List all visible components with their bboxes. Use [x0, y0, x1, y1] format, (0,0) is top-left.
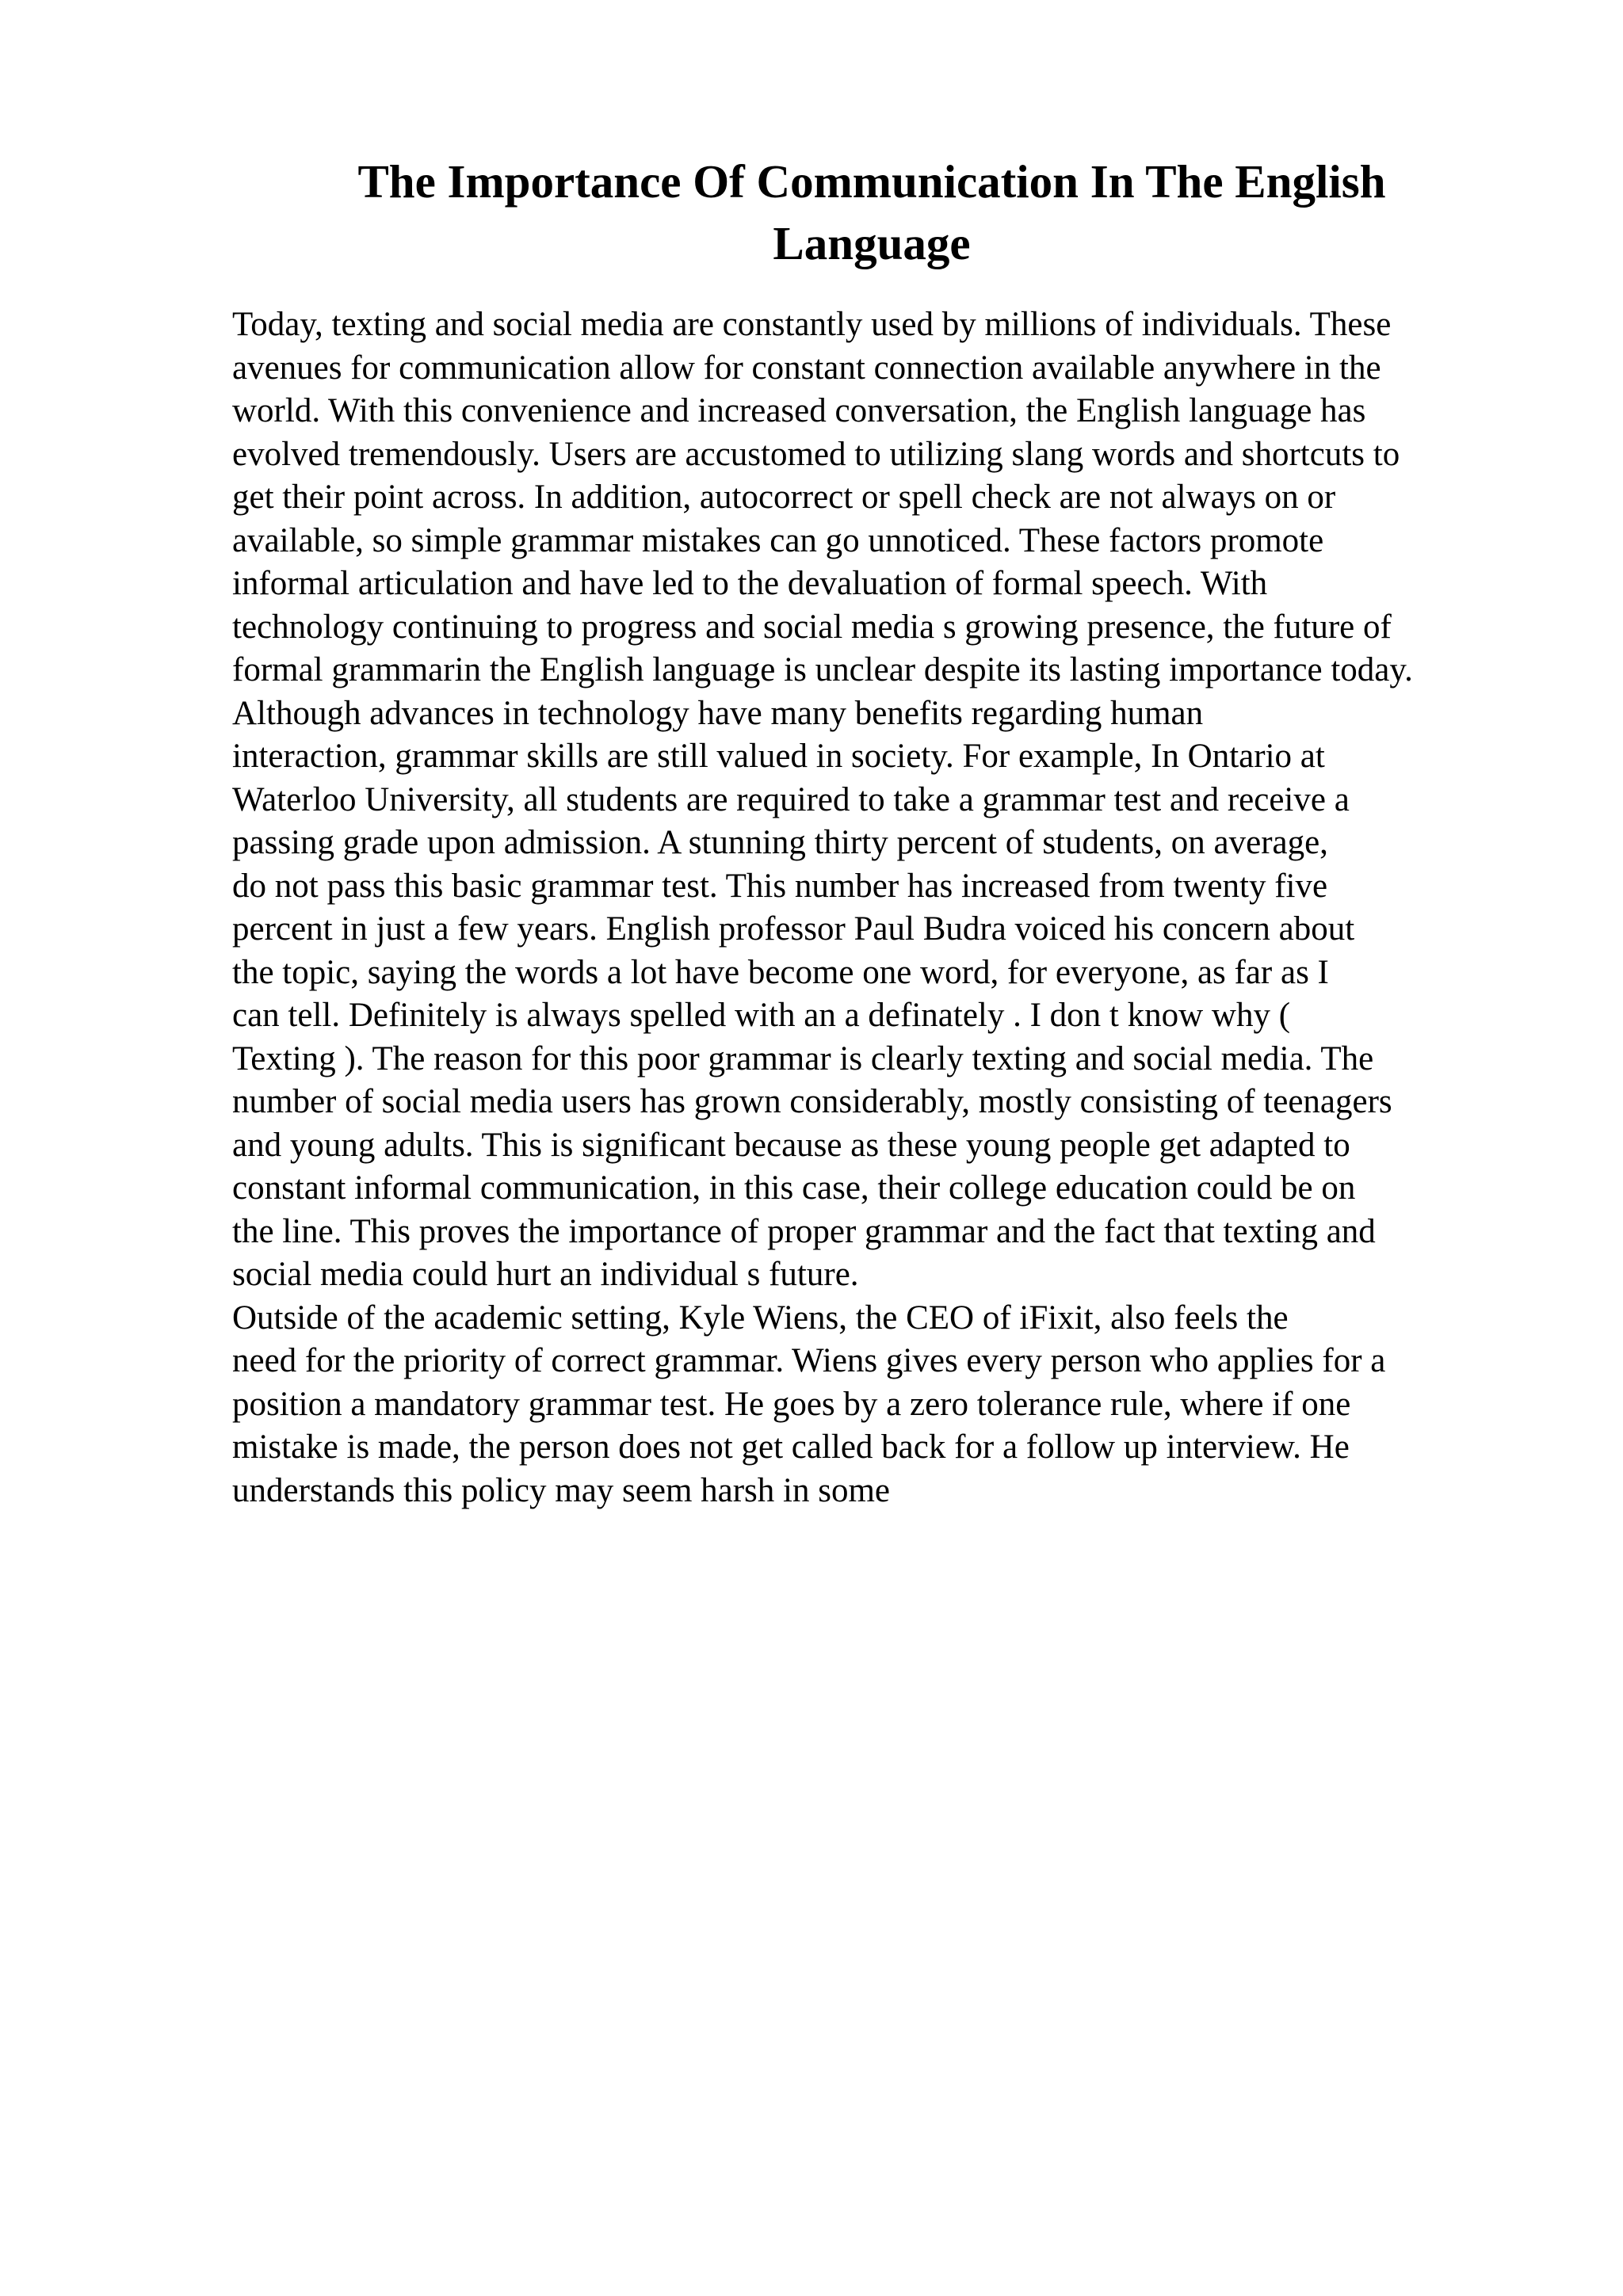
- body-line: the line. This proves the importance of proper grammar and the fact that texting and: [232, 1212, 1376, 1250]
- body-line: technology continuing to progress and social media s growing presence, the future of: [232, 608, 1392, 646]
- title-line: The Importance Of Communication In The English: [357, 155, 1386, 208]
- body-line: need for the priority of correct grammar. Wiens gives every person who applies for a: [232, 1342, 1386, 1379]
- body-line: Waterloo University, all students are required to take a grammar test and receive a: [232, 780, 1350, 818]
- body-line: mistake is made, the person does not get called back for a follow up interview. He: [232, 1428, 1350, 1466]
- body-line: informal articulation and have led to the devaluation of formal speech. With: [232, 565, 1268, 602]
- body-line: position a mandatory grammar test. He goes by a zero tolerance rule, where if one: [232, 1385, 1351, 1423]
- body-line: Texting ). The reason for this poor grammar is clearly texting and social media. The: [232, 1039, 1374, 1077]
- body-line: number of social media users has grown considerably, mostly consisting of teenagers: [232, 1083, 1392, 1120]
- body-line: constant informal communication, in this case, their college education could be on: [232, 1169, 1356, 1207]
- body-line: available, so simple grammar mistakes can go unnoticed. These factors promote: [232, 521, 1324, 559]
- body-line: and young adults. This is significant because as these young people get adapted to: [232, 1126, 1350, 1164]
- body-line: do not pass this basic grammar test. This number has increased from twenty five: [232, 867, 1328, 905]
- body-line: formal grammarin the English language is unclear despite its lasting importance today.: [232, 651, 1413, 688]
- body-line: social media could hurt an individual s future.: [232, 1256, 859, 1293]
- body-line: passing grade upon admission. A stunning thirty percent of students, on average,: [232, 824, 1328, 861]
- title-line: Language: [773, 217, 971, 269]
- body-line: can tell. Definitely is always spelled with an a definately . I don t know why (: [232, 997, 1291, 1034]
- body-line: world. With this convenience and increased conversation, the English language has: [232, 392, 1366, 429]
- body-line: Outside of the academic setting, Kyle Wiens, the CEO of iFixit, also feels the: [232, 1299, 1289, 1337]
- body-line: Today, texting and social media are constantly used by millions of individuals. These: [232, 306, 1392, 343]
- body-line: the topic, saying the words a lot have become one word, for everyone, as far as I: [232, 953, 1329, 991]
- body-line: evolved tremendously. Users are accustomed to utilizing slang words and shortcuts to: [232, 435, 1400, 473]
- body-line: avenues for communication allow for constant connection available anywhere in the: [232, 349, 1381, 387]
- document-body: [232, 303, 1532, 1512]
- body-line: understands this policy may seem harsh in some: [232, 1471, 890, 1509]
- body-line: interaction, grammar skills are still valued in society. For example, In Ontario at: [232, 738, 1325, 775]
- body-line: percent in just a few years. English professor Paul Budra voiced his concern about: [232, 910, 1355, 948]
- body-line: Although advances in technology have many benefits regarding human: [232, 694, 1204, 732]
- body-line: get their point across. In addition, autocorrect or spell check are not always on or: [232, 479, 1336, 516]
- document-title: [301, 151, 1442, 274]
